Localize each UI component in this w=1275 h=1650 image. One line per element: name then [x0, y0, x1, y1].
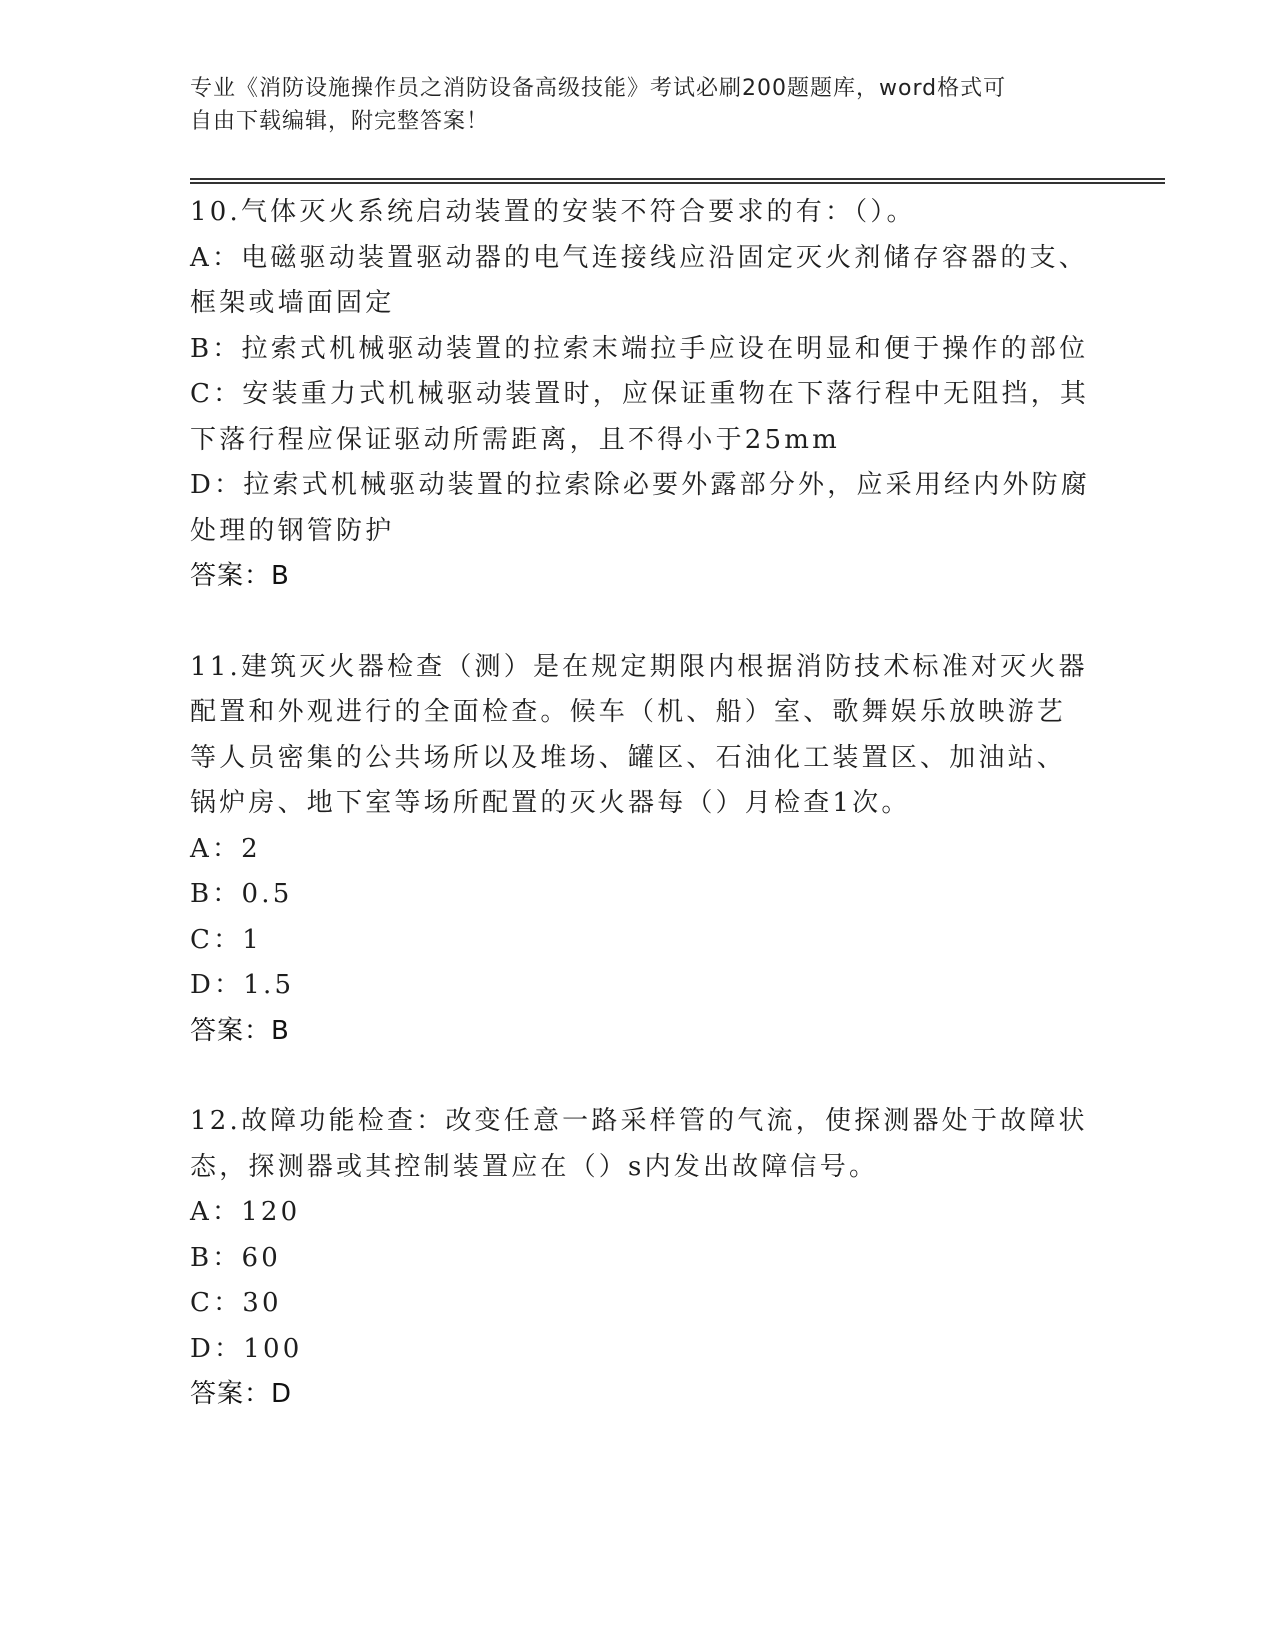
answer-label: 答案：B [190, 1015, 290, 1046]
header-title-line-2: 自由下载编辑，附完整答案！ [190, 109, 490, 134]
option-c: C：30 [190, 1288, 282, 1318]
header-rule-top [190, 178, 1165, 180]
answer-label: 答案：D [190, 1379, 293, 1409]
question-block [190, 645, 1090, 1055]
option-a: A：电磁驱动装置驱动器的电气连接线应沿固定灭火剂储存容器的支、 [190, 242, 1088, 273]
option-a: A：120 [190, 1197, 301, 1227]
option-d: D：100 [190, 1333, 303, 1364]
option-c: C：1 [190, 924, 263, 955]
option-d: D：1.5 [190, 970, 295, 1000]
question-block [190, 190, 1090, 600]
question-block [190, 1099, 1090, 1418]
option-a-continued: 框架或墙面固定 [190, 288, 395, 318]
option-b: B：60 [190, 1242, 281, 1273]
option-d-continued: 处理的钢管防护 [190, 515, 395, 546]
question-spacer [190, 1054, 1090, 1099]
option-b: B：0.5 [190, 879, 293, 909]
header-title-line-1: 专业《消防设施操作员之消防设备高级技能》考试必刷200题题库，word格式可 [190, 76, 1007, 101]
question-stem-continued: 锅炉房、地下室等场所配置的灭火器每（）月检查1次。 [190, 788, 911, 818]
question-stem-continued: 配置和外观进行的全面检查。候车（机、船）室、歌舞娱乐放映游艺 [190, 697, 1067, 727]
question-stem: 11.建筑灭火器检查（测）是在规定期限内根据消防技术标准对灭火器 [190, 651, 1088, 682]
option-c: C：安装重力式机械驱动装置时，应保证重物在下落行程中无阻挡，其 [190, 379, 1090, 409]
question-stem: 10.气体灭火系统启动装置的安装不符合要求的有：（）。 [190, 197, 916, 227]
question-stem-continued: 等人员密集的公共场所以及堆场、罐区、石油化工装置区、加油站、 [190, 742, 1067, 773]
header-double-rule [190, 178, 1165, 183]
question-spacer [190, 600, 1090, 645]
answer-label: 答案：B [190, 561, 290, 591]
option-a: A：2 [190, 833, 261, 864]
option-d: D：拉索式机械驱动装置的拉索除必要外露部分外，应采用经内外防腐 [190, 470, 1091, 500]
question-stem: 12.故障功能检查：改变任意一路采样管的气流，使探测器处于故障状 [190, 1106, 1088, 1136]
question-list [190, 190, 1090, 1418]
question-stem-continued: 态，探测器或其控制装置应在（）s内发出故障信号。 [190, 1151, 879, 1182]
header-rule-bottom [190, 182, 1165, 184]
document-header [190, 72, 1090, 138]
option-b: B：拉索式机械驱动装置的拉索末端拉手应设在明显和便于操作的部位 [190, 333, 1089, 364]
option-c-continued: 下落行程应保证驱动所需距离，且不得小于25mm [190, 424, 840, 455]
